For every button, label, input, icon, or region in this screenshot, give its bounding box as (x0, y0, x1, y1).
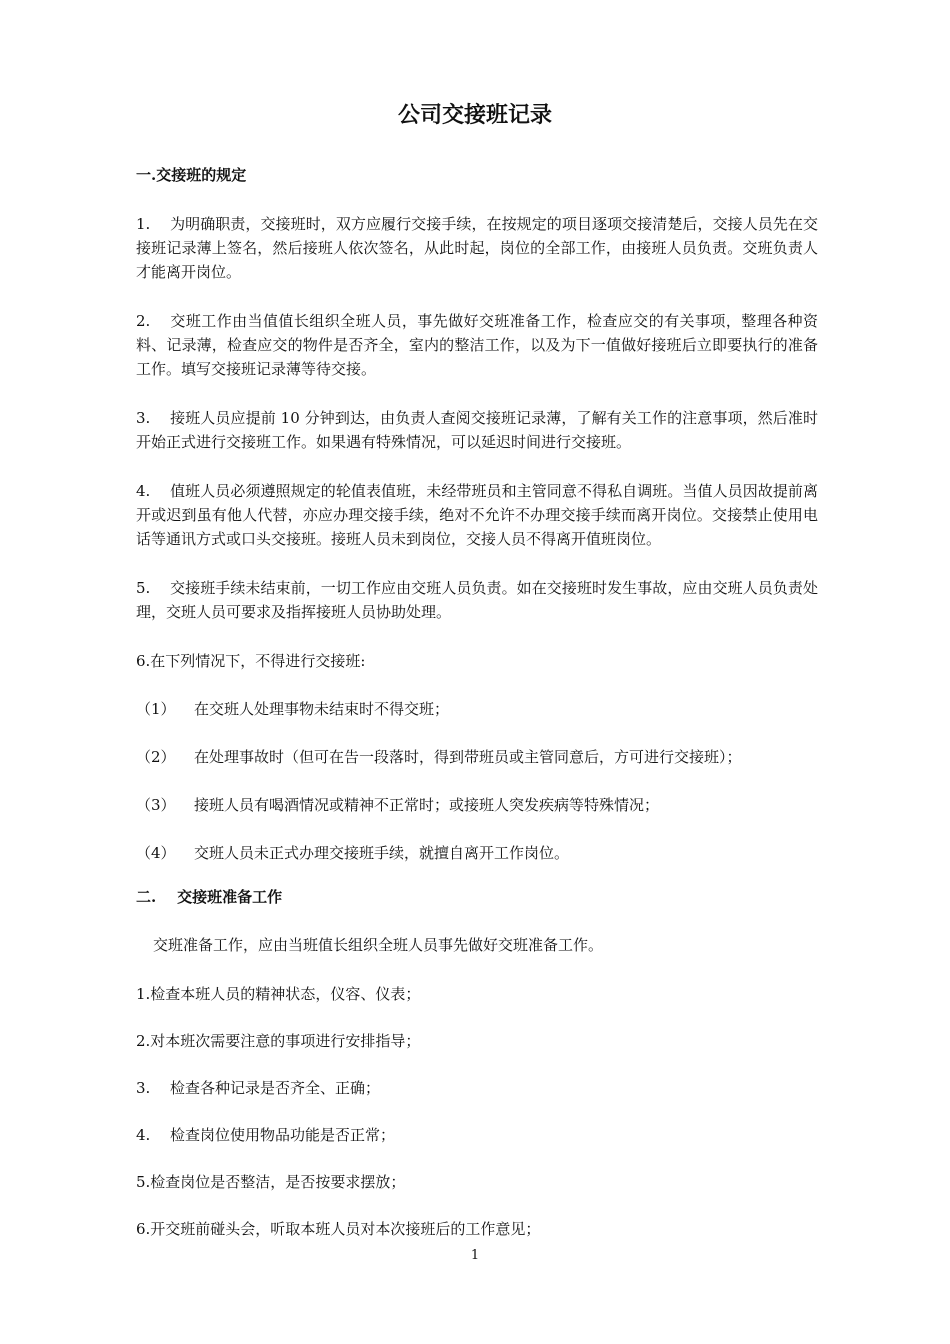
item-number: 4. (136, 482, 151, 500)
item-text: 接班人员有喝酒情况或精神不正常时；或接班人突发疾病等特殊情况； (194, 796, 660, 814)
item-text: 交班工作由当值值长组织全班人员，事先做好交班准备工作，检查应交的有关事项，整理各种资料、记录薄，检查应交的物件是否齐全，室内的整洁工作，以及为下一值做好接班后立即要执行的准备工作。填写交接班记录薄等待交接。 (136, 312, 818, 378)
document-title: 公司交接班记录 (397, 102, 552, 128)
prep-item-1 (136, 982, 420, 1006)
prep-item-6 (136, 1217, 540, 1241)
item-text: 值班人员必须遵照规定的轮值表值班，未经带班员和主管同意不得私自调班。当值人员因故提前离开或迟到虽有他人代替，亦应办理交接手续，绝对不允许不办理交接手续而离开岗位。交接禁止使用电话等通讯方式或口头交接班。接班人员未到岗位，交接人员不得离开值班岗位。 (136, 482, 818, 548)
rule-item-4 (136, 479, 818, 551)
rule-item-3 (136, 406, 818, 454)
condition-item-1 (136, 697, 449, 721)
item-text: 1.检查本班人员的精神状态，仪容、仪表； (136, 985, 421, 1003)
prep-item-2 (136, 1029, 420, 1053)
item-number: （1） (136, 700, 176, 718)
rule-item-1 (136, 212, 818, 284)
prep-item-4 (136, 1123, 395, 1147)
item-text: 交接班手续未结束前，一切工作应由交班人员负责。如在交接班时发生事故，应由交班人员负责处理，交班人员可要求及指挥接班人员协助处理。 (136, 579, 818, 621)
item-text: 在交班人处理事物未结束时不得交班； (194, 700, 450, 718)
item-number: 2. (136, 312, 151, 330)
condition-item-4 (136, 841, 569, 865)
section2-intro: 交班准备工作，应由当班值长组织全班人员事先做好交班准备工作。 (153, 936, 604, 954)
item-number: （4） (136, 844, 176, 862)
condition-item-2 (136, 745, 742, 769)
section-heading-1: 一.交接班的规定 (136, 166, 247, 184)
item-text: 5.检查岗位是否整洁，是否按要求摆放； (136, 1173, 406, 1191)
item-text: 为明确职责，交接班时，双方应履行交接手续，在按规定的项目逐项交接清楚后，交接人员先在交接班记录薄上签名，然后接班人依次签名，从此时起，岗位的全部工作，由接班人员负责。交班负责人才能离开岗位。 (136, 215, 818, 281)
item-number: 3. (136, 409, 151, 427)
item-text: 检查各种记录是否齐全、正确； (170, 1079, 381, 1097)
item-text: 在处理事故时（但可在告一段落时，得到带班员或主管同意后，方可进行交接班）； (194, 748, 742, 766)
page-number: 1 (470, 1248, 480, 1263)
prep-item-5 (136, 1170, 405, 1194)
prep-item-3 (136, 1076, 380, 1100)
item-text: 6.开交班前碰头会，听取本班人员对本次接班后的工作意见； (136, 1220, 541, 1238)
item-number: （3） (136, 796, 176, 814)
item-number: 3. (136, 1079, 151, 1097)
rule-item-2 (136, 309, 818, 381)
item-number: 5. (136, 579, 151, 597)
item-text: 交班人员未正式办理交接班手续，就擅自离开工作岗位。 (194, 844, 570, 862)
item-number: 4. (136, 1126, 151, 1144)
section-heading-2: 二. 交接班准备工作 (136, 888, 283, 906)
item-text: 接班人员应提前 10 分钟到达，由负责人查阅交接班记录薄，了解有关工作的注意事项，然后准时开始正式进行交接班工作。如果遇有特殊情况，可以延迟时间进行交接班。 (136, 409, 818, 451)
item-number: （2） (136, 748, 176, 766)
item-text: 2.对本班次需要注意的事项进行安排指导； (136, 1032, 421, 1050)
rule-item-6: 6.在下列情况下，不得进行交接班: (136, 652, 366, 670)
item-number: 1. (136, 215, 151, 233)
rule-item-5 (136, 576, 818, 624)
condition-item-3 (136, 793, 659, 817)
item-text: 检查岗位使用物品功能是否正常； (170, 1126, 396, 1144)
